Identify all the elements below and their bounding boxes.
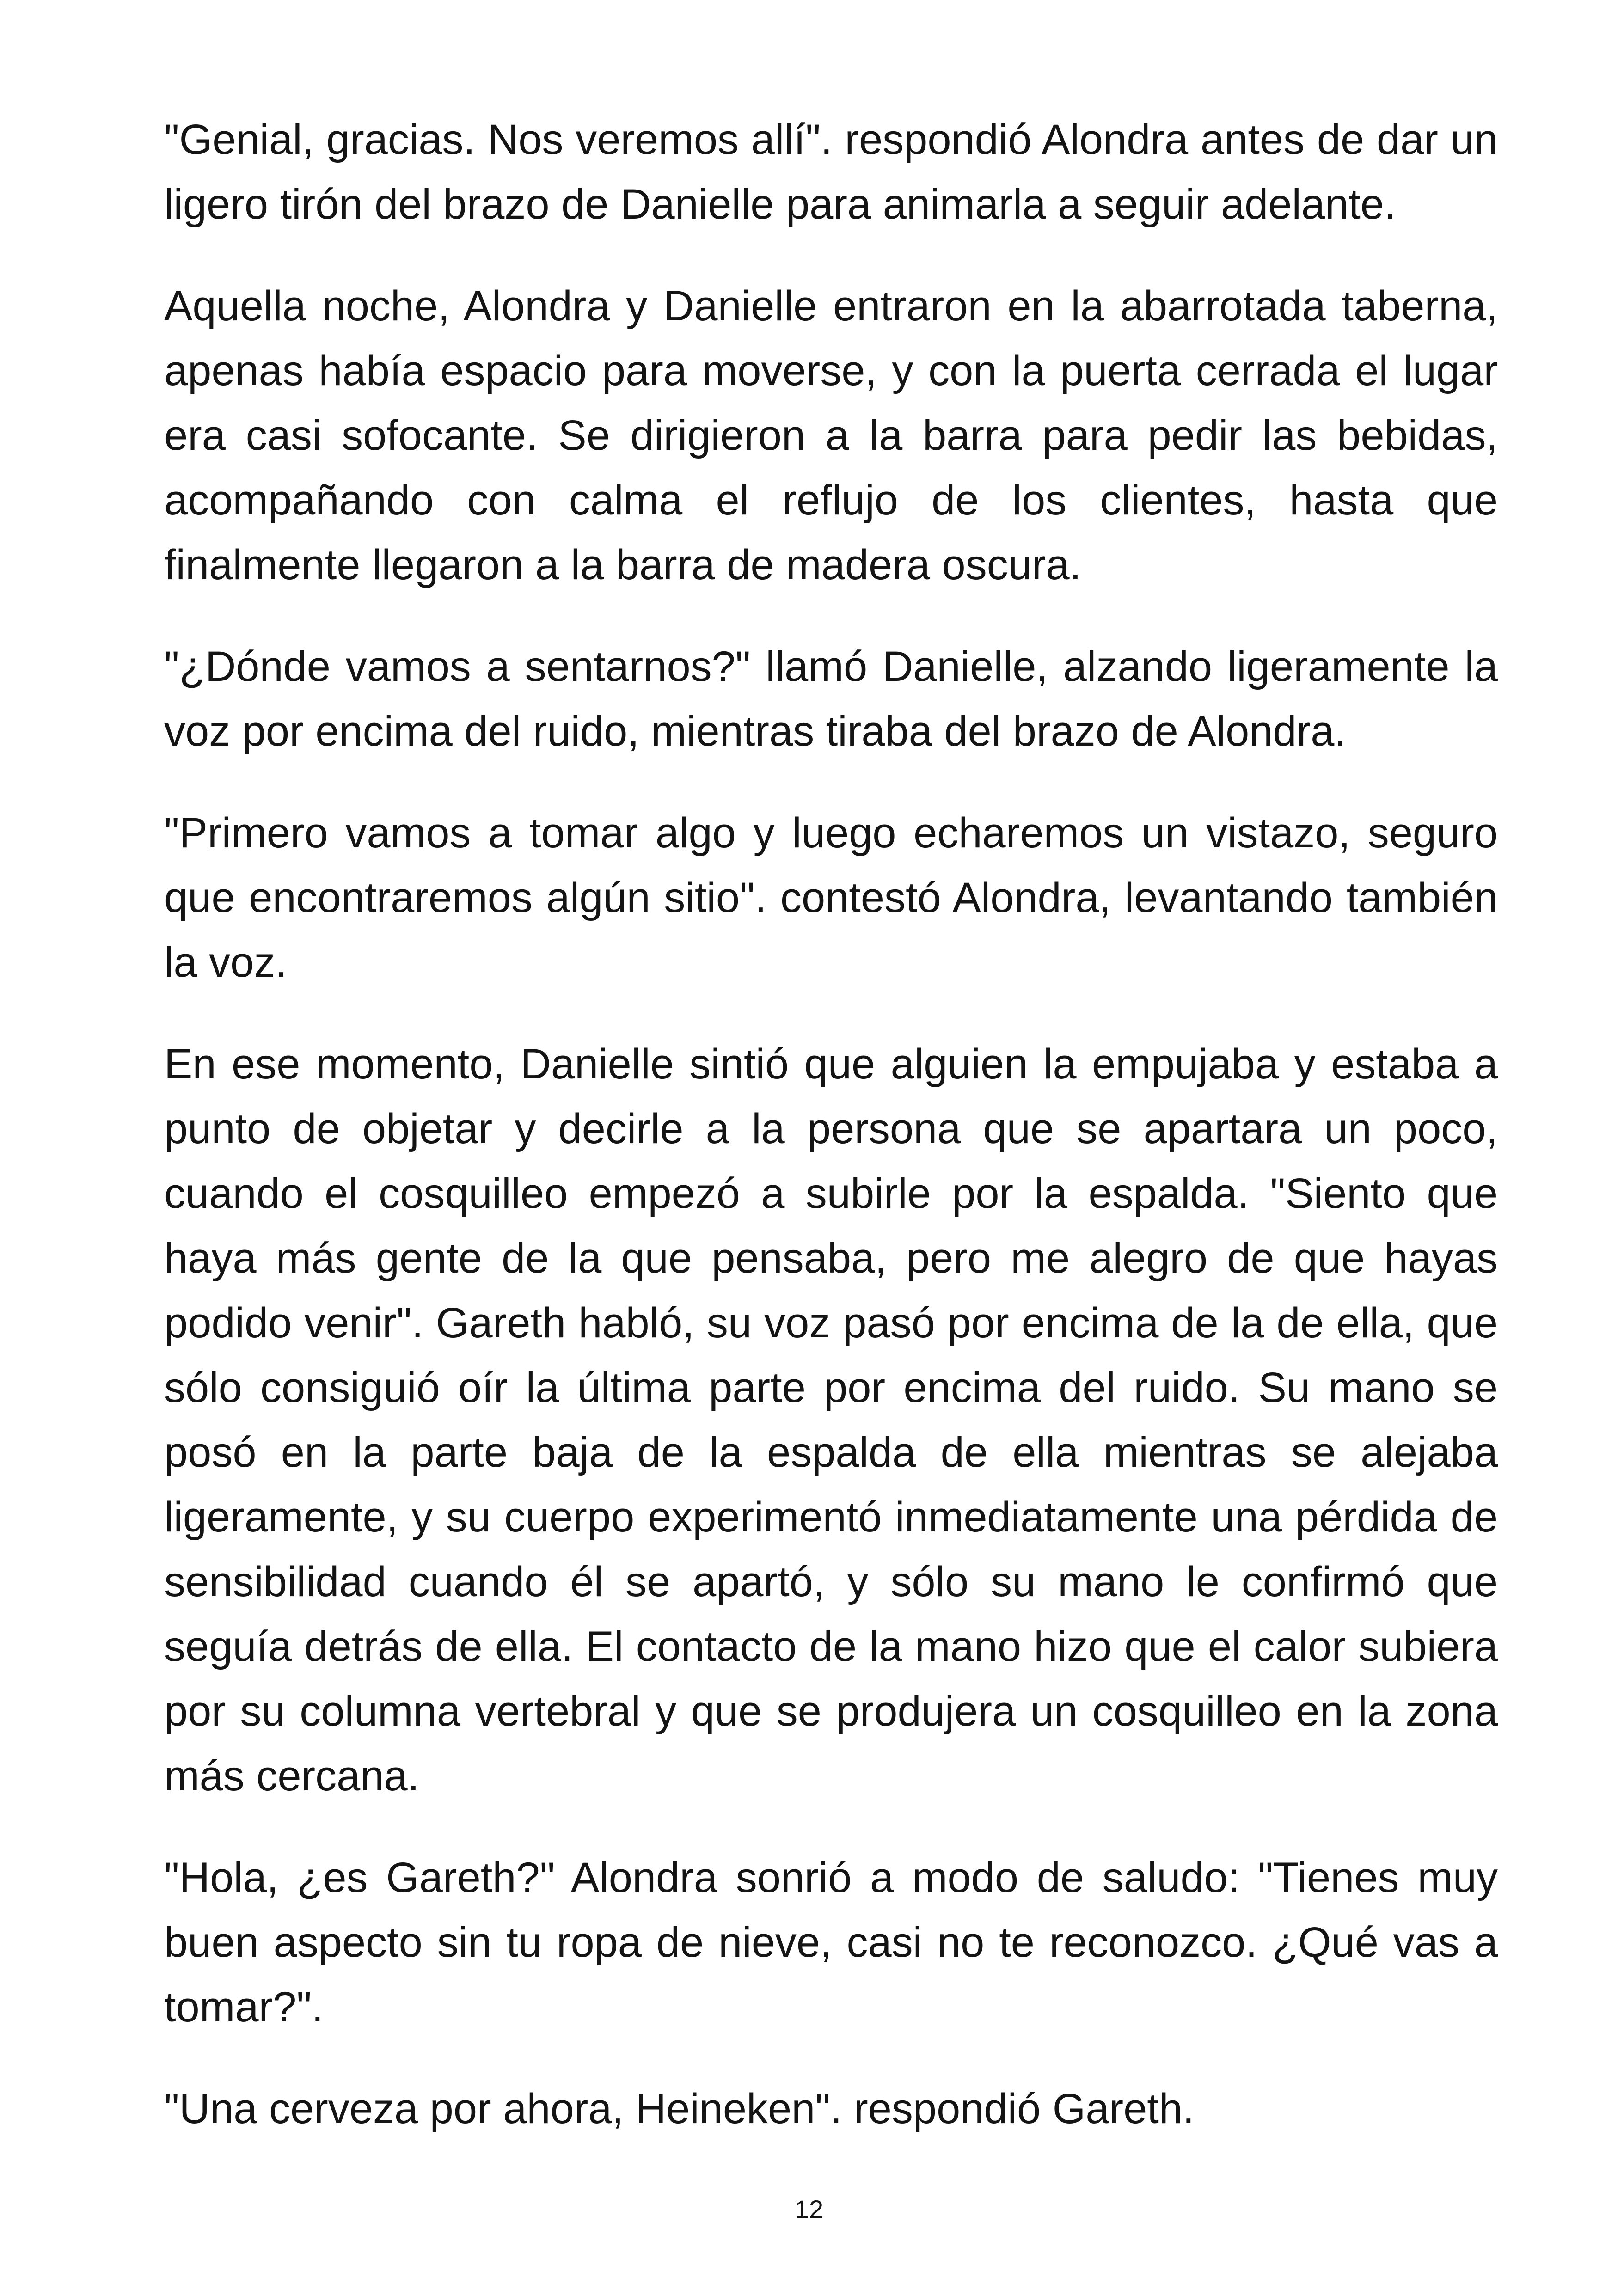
body-text <box>164 107 1498 2141</box>
paragraph-3: "¿Dónde vamos a sentarnos?" llamó Danielle, alzando ligeramente la voz por encima del ruido, mientras tiraba del brazo de Alondra. <box>164 643 1498 755</box>
paragraph-5: En ese momento, Danielle sintió que alguien la empujaba y estaba a punto de objetar y decirle a la persona que se apartara un poco, cuando el cosquilleo empezó a subirle por la espalda. "Siento que haya más gente de la que pensaba, pero me alegro de que hayas podido venir". Gareth habló, su voz pasó por encima de la de ella, que sólo consiguió oír la última parte por encima del ruido. Su mano se posó en la parte baja de la espalda de ella mientras se alejaba ligeramente, y su cuerpo experimentó inmediatamente una pérdida de sensibilidad cuando él se apartó, y sólo su mano le confirmó que seguía detrás de ella. El contacto de la mano hizo que el calor subiera por su columna vertebral y que se produjera un cosquilleo en la zona más cercana. <box>164 1041 1498 1800</box>
page-number: 12 <box>794 2195 824 2224</box>
paragraph-4: "Primero vamos a tomar algo y luego echaremos un vistazo, seguro que encontraremos algún sitio". contestó Alondra, levantando también la voz. <box>164 809 1498 986</box>
paragraph-2: Aquella noche, Alondra y Danielle entraron en la abarrotada taberna, apenas había espacio para moverse, y con la puerta cerrada el lugar era casi sofocante. Se dirigieron a la barra para pedir las bebidas, acompañando con calma el reflujo de los clientes, hasta que finalmente llegaron a la barra de madera oscura. <box>164 282 1498 588</box>
paragraph-7: "Una cerveza por ahora, Heineken". respondió Gareth. <box>164 2085 1195 2132</box>
paragraph-1: "Genial, gracias. Nos veremos allí". respondió Alondra antes de dar un ligero tirón del brazo de Danielle para animarla a seguir adelante. <box>164 116 1498 228</box>
paragraph-6: "Hola, ¿es Gareth?" Alondra sonrió a modo de saludo: "Tienes muy buen aspecto sin tu ropa de nieve, casi no te reconozco. ¿Qué vas a tomar?". <box>164 1854 1498 2031</box>
